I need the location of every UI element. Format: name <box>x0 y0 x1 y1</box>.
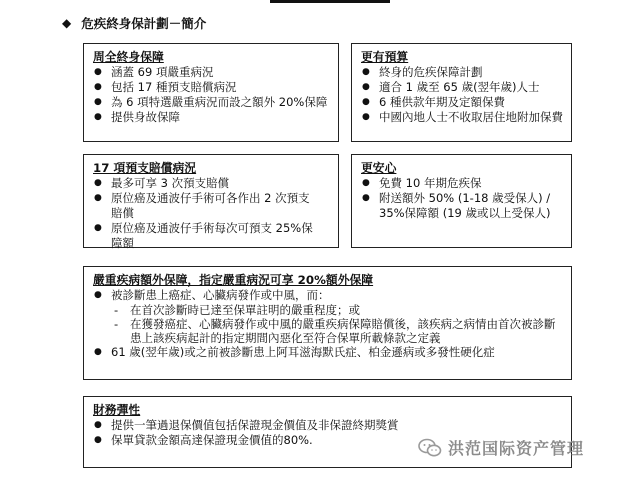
list-item: ● 附送額外 50% (1-18 歲受保人) / 35%保障額 (19 歲或以上受保人) <box>361 191 565 221</box>
list-item: ● 為 6 項特選嚴重病況而設之額外 20%保障 <box>93 95 332 110</box>
list-item: ● 保單貸款金額高達保證現金價值的80%. <box>93 433 565 448</box>
section-title <box>62 14 206 32</box>
watermark <box>418 436 584 459</box>
wechat-logo-icon <box>418 438 442 458</box>
cropped-top-heading <box>0 0 640 7</box>
list-item: ● 6 種供款年期及定額保費 <box>361 95 565 110</box>
box-lifetime-coverage-title: 周全終身保障 <box>93 50 164 64</box>
list-item: ● 61 歲(翌年歲)或之前被診斷患上阿耳滋海默氏症、柏金遜病或多發性硬化症 <box>93 345 565 360</box>
box-advance-payment-title: 17 項預支賠償病況 <box>93 161 197 175</box>
list-item: ● 終身的危疾保障計劃 <box>361 65 565 80</box>
watermark-text: 洪范国际资产管理 <box>448 439 585 458</box>
box-financial-flexibility-title: 財務彈性 <box>93 403 141 417</box>
list-item: ● 中國內地人士不收取居住地附加保費 <box>361 110 565 125</box>
diamond-bullet-icon: ◆ <box>62 16 72 30</box>
box-extra-protection <box>83 266 572 380</box>
box-peace-of-mind-title: 更安心 <box>361 161 397 175</box>
box-budget <box>351 43 572 142</box>
list-item: ● 原位癌及通波仔手術可各作出 2 次預支賠償 <box>93 191 316 221</box>
list-item: ● 涵蓋 69 項嚴重病況 <box>93 65 332 80</box>
box-peace-of-mind <box>351 154 572 248</box>
box-extra-protection-title: 嚴重疾病額外保障，指定嚴重病況可享 20%額外保障 <box>93 273 374 287</box>
list-item: ● 包括 17 種預支賠償病況 <box>93 80 332 95</box>
sub-list <box>111 303 565 345</box>
box-budget-list <box>361 65 565 125</box>
list-item: ● 提供身故保障 <box>93 110 332 125</box>
list-item: ● 最多可享 3 次預支賠償 <box>93 176 316 191</box>
sub-list-item: - 在獲發癌症、心臟病發作或中風的嚴重疾病保障賠償後，該疾病之病情由首次被診斷患上該疾病起計的指定期間內惡化至符合保單所載條款之定義 <box>114 317 565 345</box>
list-item-text: 被診斷患上癌症、心臟病發作或中風，而： <box>111 288 330 302</box>
box-budget-title: 更有預算 <box>361 50 409 64</box>
box-peace-of-mind-list <box>361 176 565 221</box>
list-item: ● 免費 10 年期危疾保 <box>361 176 565 191</box>
list-item: ● 適合 1 歲至 65 歲(翌年歲)人士 <box>361 80 565 95</box>
box-lifetime-coverage <box>83 43 339 142</box>
list-item: ● 提供一筆過退保價值包括保證現金價值及非保證終期獎賞 <box>93 418 565 433</box>
box-extra-protection-list <box>93 288 565 360</box>
box-advance-payment <box>83 154 339 248</box>
list-item: ● 原位癌及通波仔手術每次可預支 25%保障額 <box>93 221 316 251</box>
box-lifetime-coverage-list <box>93 65 332 125</box>
list-item <box>93 288 565 345</box>
section-title-text: 危疾終身保計劃－簡介 <box>81 16 207 31</box>
sub-list-item: - 在首次診斷時已達至保單註明的嚴重程度；或 <box>114 303 565 317</box>
box-advance-payment-list <box>93 176 332 251</box>
